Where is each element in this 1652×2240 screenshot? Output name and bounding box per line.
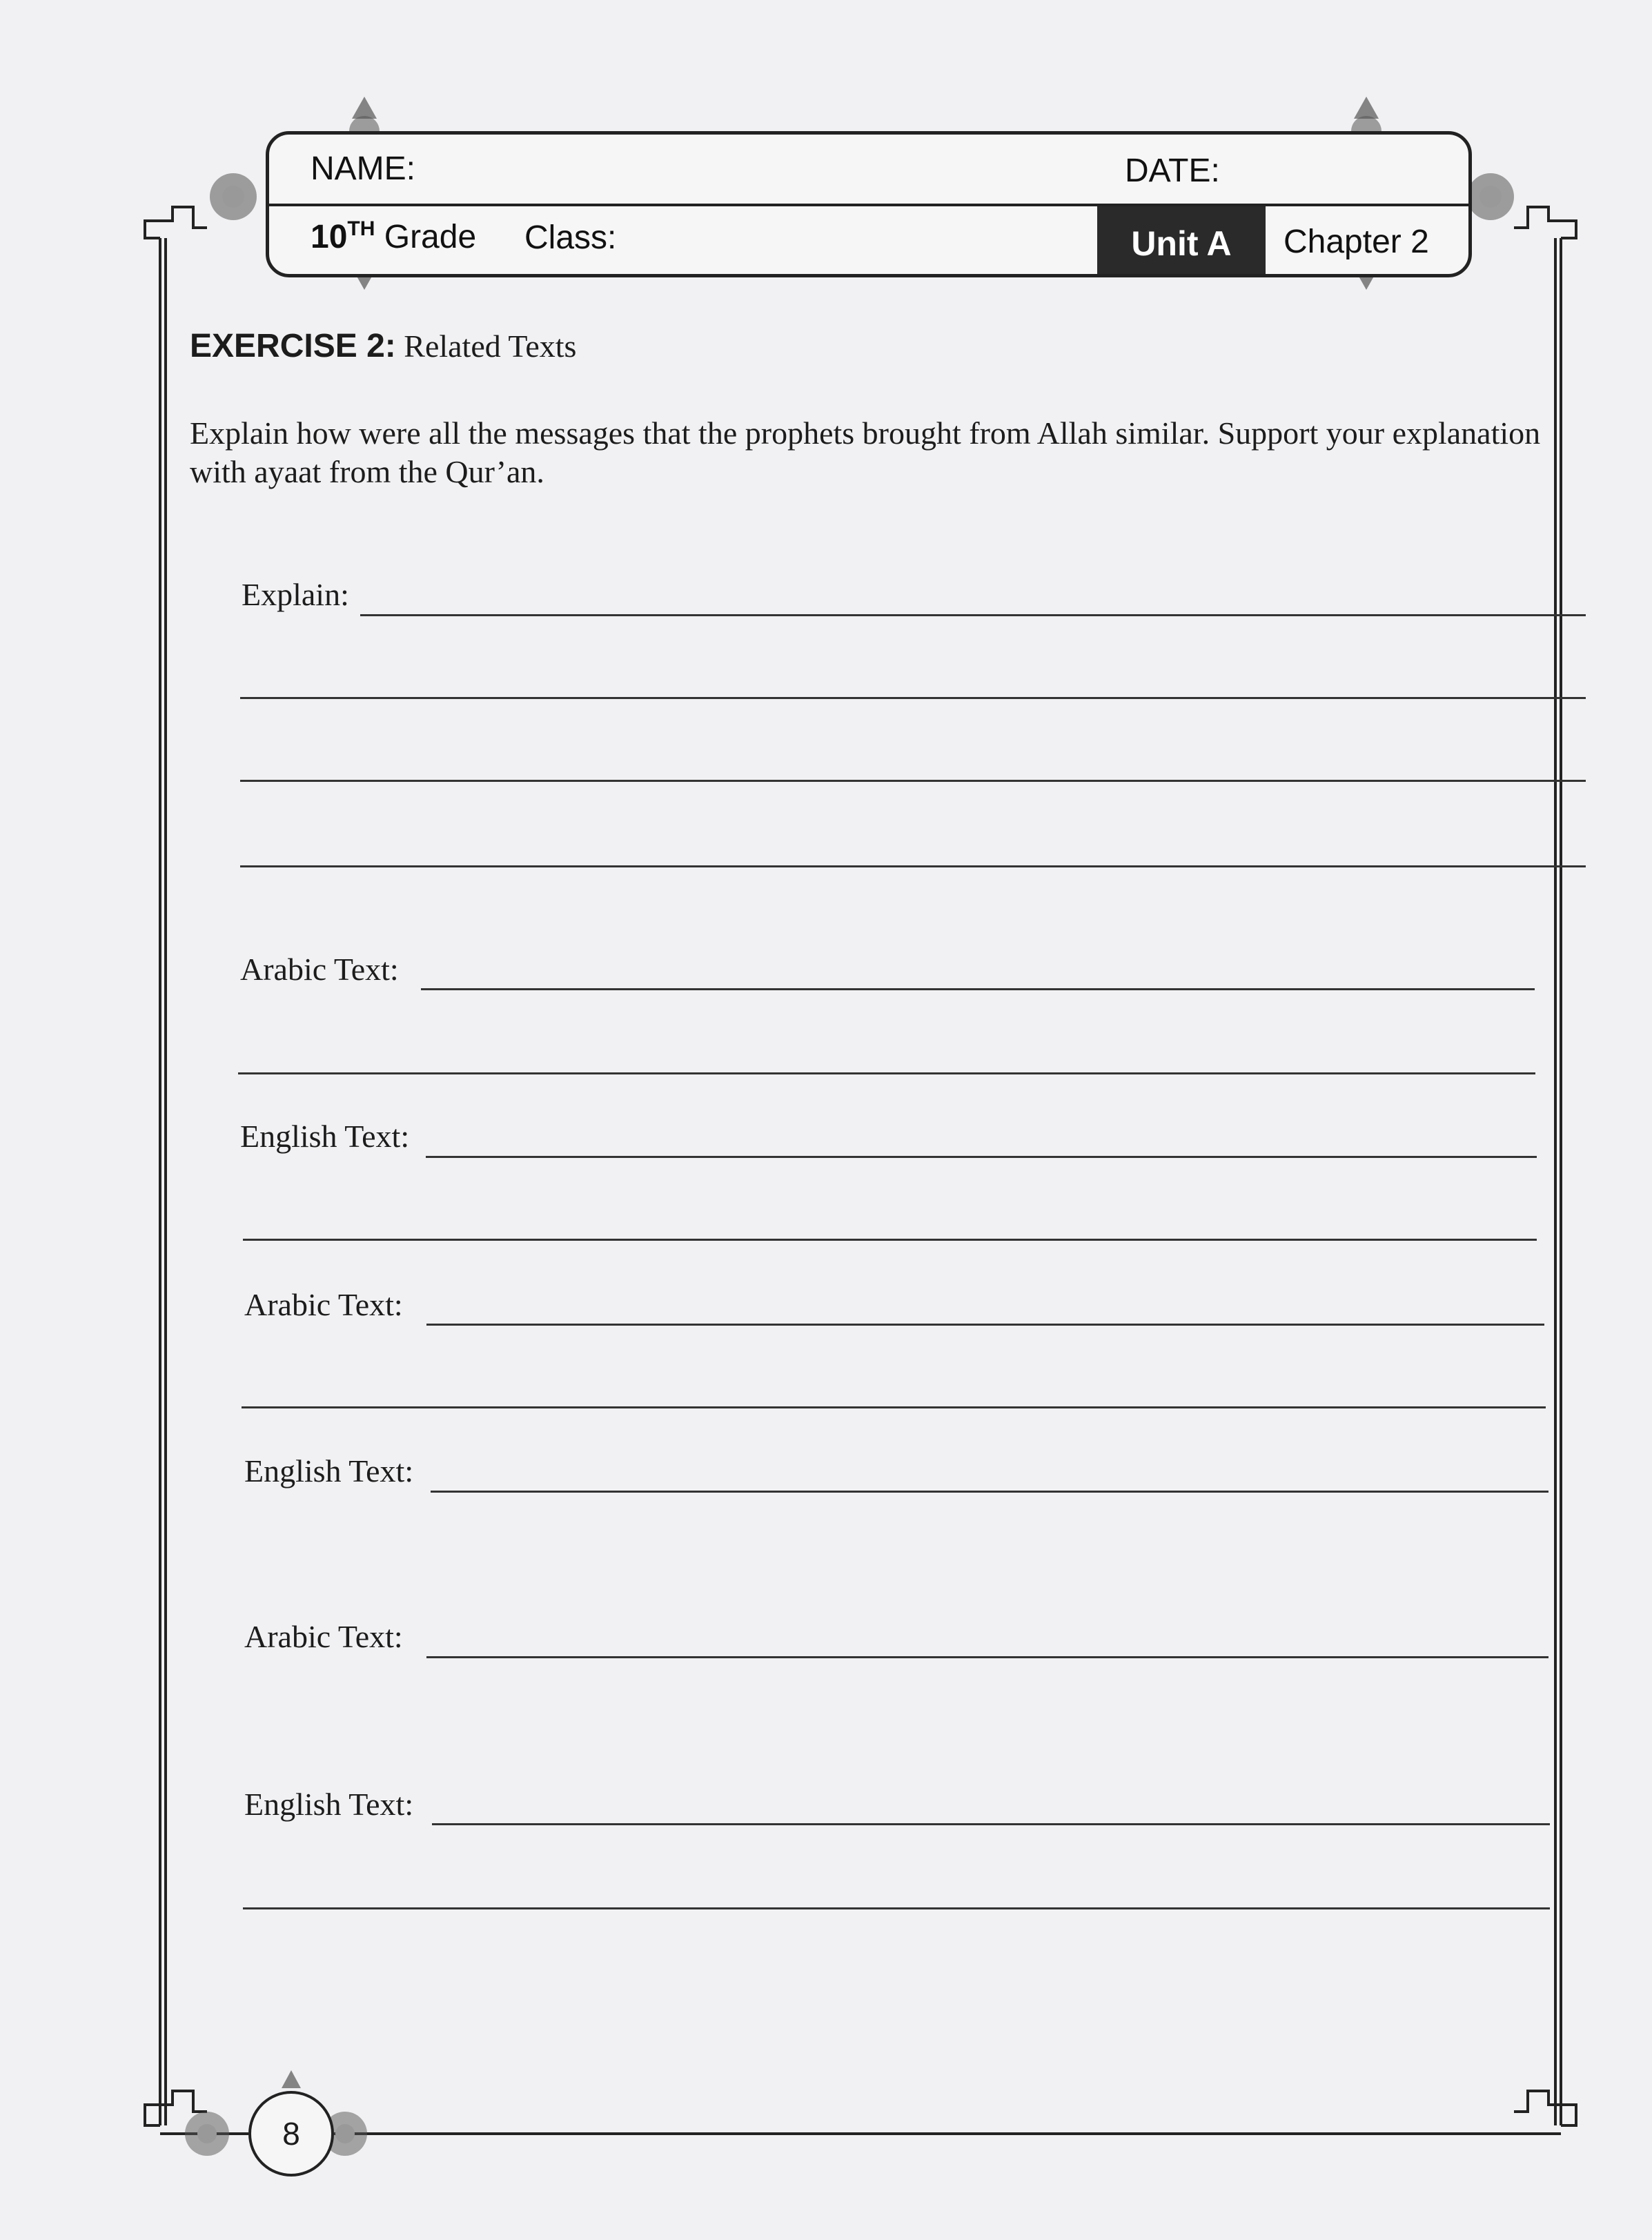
arabic-text-line-1a[interactable] xyxy=(421,988,1535,990)
arabic-text-line-1b[interactable] xyxy=(238,1072,1535,1074)
explain-line-3[interactable] xyxy=(240,780,1586,782)
grade-word: Grade xyxy=(384,219,477,255)
worksheet-header xyxy=(266,131,1472,277)
grade-suffix: TH xyxy=(347,217,375,240)
exercise-title xyxy=(190,327,576,365)
english-text-label-3: English Text: xyxy=(244,1787,414,1822)
page-number: 8 xyxy=(248,2091,334,2177)
chapter-label: Chapter 2 xyxy=(1284,224,1429,260)
arabic-text-line-3[interactable] xyxy=(426,1656,1548,1658)
explain-label: Explain: xyxy=(242,577,349,612)
header-divider xyxy=(269,204,1468,206)
explain-line-4[interactable] xyxy=(240,865,1586,867)
english-text-label-2: English Text: xyxy=(244,1453,414,1489)
english-text-line-3a[interactable] xyxy=(432,1823,1550,1825)
english-text-line-2[interactable] xyxy=(431,1491,1548,1493)
explain-line-1[interactable] xyxy=(360,614,1586,616)
arabic-text-line-2b[interactable] xyxy=(242,1406,1546,1408)
explain-line-2[interactable] xyxy=(240,697,1586,699)
arabic-text-label-1: Arabic Text: xyxy=(240,952,399,987)
name-label: NAME: xyxy=(311,150,416,187)
date-label: DATE: xyxy=(1125,153,1220,189)
grade-label xyxy=(311,217,476,256)
grade-number: 10 xyxy=(311,219,348,255)
class-label: Class: xyxy=(524,219,617,256)
english-text-label-1: English Text: xyxy=(240,1119,410,1154)
arabic-text-line-2a[interactable] xyxy=(426,1324,1544,1326)
exercise-number: EXERCISE 2: xyxy=(190,328,396,364)
exercise-directions: Explain how were all the messages that the prophets brought from Allah similar. Support your explanation with ayaat from the Qur’an. xyxy=(190,415,1541,489)
english-text-line-3b[interactable] xyxy=(243,1907,1550,1909)
english-text-line-1b[interactable] xyxy=(243,1239,1537,1241)
unit-badge: Unit A xyxy=(1097,206,1266,277)
english-text-line-1a[interactable] xyxy=(426,1156,1537,1158)
exercise-name: Related Texts xyxy=(404,328,577,364)
arabic-text-label-3: Arabic Text: xyxy=(244,1619,403,1654)
arabic-text-label-2: Arabic Text: xyxy=(244,1287,403,1322)
